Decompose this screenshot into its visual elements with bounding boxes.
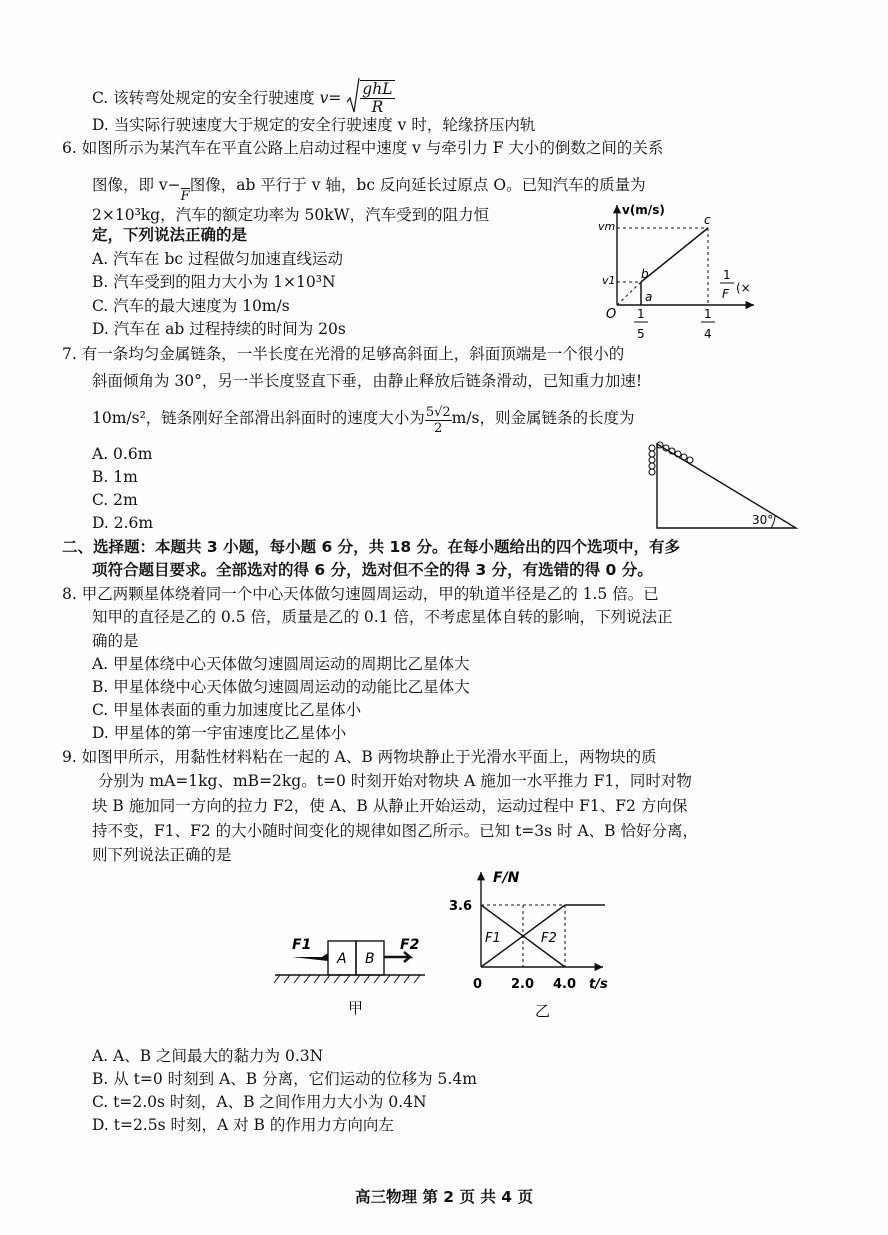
q9-figure-blocks [270,925,440,1020]
f1-arrow-icon [292,953,328,961]
q9-option-a: A. A、B 之间最大的黏力为 0.3N [92,1047,324,1065]
point-b-label: b [641,267,649,281]
tick2-den: 4 [704,327,712,341]
q8-stem-line1: 8. 甲乙两颗星体绕着同一个中心天体做匀速圆周运动，甲的轨道半径是乙的 1.5 倍。已 [62,585,659,603]
point-a-label: a [645,290,653,304]
q9-stem-line4: 持不变，F1、F2 的大小随时间变化的规律如图乙所示。已知 t=3s 时 A、B 恰好分离， [92,822,698,840]
f2-label: F2 [400,937,420,953]
ground-hatch [274,975,420,983]
q6-stem-line1: 6. 如图所示为某汽车在平直公路上启动过程中速度 v 与牵引力 F 大小的倒数之间的关系 [62,139,664,157]
vm-label: vm [598,220,616,233]
f2-graph-label: F2 [541,931,557,946]
q9-stem-line3: 块 B 施加同一方向的拉力 F2，使 A、B 从静止开始运动，运动过程中 F1、F2 方向保 [92,797,688,815]
f1-label: F1 [292,937,312,953]
q6-v-1f-graph [596,200,766,345]
extension-dashed [617,282,641,305]
section2-heading-line1: 二、选择题：本题共 3 小题，每小题 6 分，共 18 分。在每小题给出的四个选项中，有多 [62,538,681,556]
tick2-num: 1 [704,307,712,321]
q9-force-time-graph [445,862,620,1022]
segment-bc [641,228,708,282]
q8-option-d: D. 甲星体的第一宇宙速度比乙星体小 [92,724,347,742]
q6-option-c: C. 汽车的最大速度为 10m/s [92,297,290,315]
t-2-label: 2.0 [511,977,535,992]
x-axis-den: F [722,287,729,301]
q7-incline-figure [640,436,800,532]
chain-icon [649,442,693,475]
q7-stem-line3: 10m/s²，链条刚好全部滑出斜面时的速度大小为 $\frac{5√2}{2}$ m/s，则金属链条的长度为 [92,405,635,436]
q8-option-a: A. 甲星体绕中心天体做匀速圆周运动的周期比乙星体大 [92,655,470,673]
q8-stem-line2: 知甲的直径是乙的 0.5 倍，质量是乙的 0.1 倍，不考虑星体自转的影响，下列说法正 [92,608,673,626]
q6-stem-line3: 2×10³kg，汽车的额定功率为 50kW，汽车受到的阻力恒 [92,206,490,224]
q8-option-b: B. 甲星体绕中心天体做匀速圆周运动的动能比乙星体大 [92,678,470,696]
angle-label: 30° [752,513,774,527]
q9-option-d: D. t=2.5s 时刻，A 对 B 的作用力方向向左 [92,1116,394,1134]
figure-jia-caption: 甲 [348,999,364,1017]
q9-stem-line5: 则下列说法正确的是 [92,846,232,864]
y-axis-label: v(m/s) [622,203,665,217]
tick1-num: 1 [637,307,645,321]
q6-stem-line2: 图像，即 v− F 图像，ab 平行于 v 轴，bc 反向延长过原点 O。已知汽车的质量为 [92,173,646,204]
q7-stem-line1: 7. 有一条均匀金属链条，一半长度在光滑的足够高斜面上，斜面顶端是一个很小的 [62,345,625,363]
q9-option-b: B. 从 t=0 时刻到 A、B 分离，它们运动的位移为 5.4m [92,1070,477,1088]
q6-stem-line4: 定，下列说法正确的是 [92,226,248,244]
q7-option-d: D. 2.6m [92,514,154,532]
f1-graph-label: F1 [485,931,501,946]
q9-stem-line2: 分别为 mA=1kg、mB=2kg。t=0 时刻开始对物块 A 施加一水平推力 F1，同时对物 [98,772,692,790]
q7-option-b: B. 1m [92,468,138,486]
t-axis-label: t/s [589,977,608,992]
section2-heading-line2: 项符合题目要求。全部选对的得 6 分，选对但不全的得 3 分，有选错的得 0 分。 [92,561,653,579]
figure-yi-caption: 乙 [535,1002,551,1020]
v1-label: v1 [602,274,616,287]
q8-stem-line3: 确的是 [92,632,139,650]
q7-option-c: C. 2m [92,491,138,509]
x-axis-suffix: (× [736,281,751,295]
block-a-label: A [337,951,347,967]
q9-stem-line1: 9. 如图甲所示，用黏性材料粘在一起的 A、B 两物块静止于光滑水平面上，两物块的质 [62,748,657,766]
y-value-label: 3.6 [449,899,473,914]
q6-option-d: D. 汽车在 ab 过程持续的时间为 20s [92,320,346,338]
point-c-label: c [704,213,711,227]
block-b-label: B [365,951,375,967]
q5-option-d: D. 当实际行驶速度大于规定的安全行驶速度 v 时，轮缘挤压内轨 [92,116,536,134]
f-axis-label: F/N [493,870,520,886]
t-4-label: 4.0 [553,977,577,992]
q7-stem-line2: 斜面倾角为 30°，另一半长度竖直下垂，由静止释放后链条滑动，已知重力加速! [92,372,643,390]
q5-option-c: C. 该转弯处规定的安全行驶速度 v= ghL R [92,80,395,118]
q9-option-c: C. t=2.0s 时刻，A、B 之间作用力大小为 0.4N [92,1093,427,1111]
origin-label: O [606,307,617,322]
f2-arrow-icon [384,952,410,962]
sqrt-sign-icon [346,76,360,116]
x-axis-num: 1 [723,268,731,282]
t-origin-label: 0 [473,977,483,992]
tick1-den: 5 [637,327,645,341]
q6-option-a: A. 汽车在 bc 过程做匀加速直线运动 [92,250,344,268]
q8-option-c: C. 甲星体表面的重力加速度比乙星体小 [92,701,362,719]
page-footer: 高三物理 第 2 页 共 4 页 [355,1188,533,1206]
q6-option-b: B. 汽车受到的阻力大小为 1×10³N [92,273,336,291]
q7-option-a: A. 0.6m [92,445,153,463]
